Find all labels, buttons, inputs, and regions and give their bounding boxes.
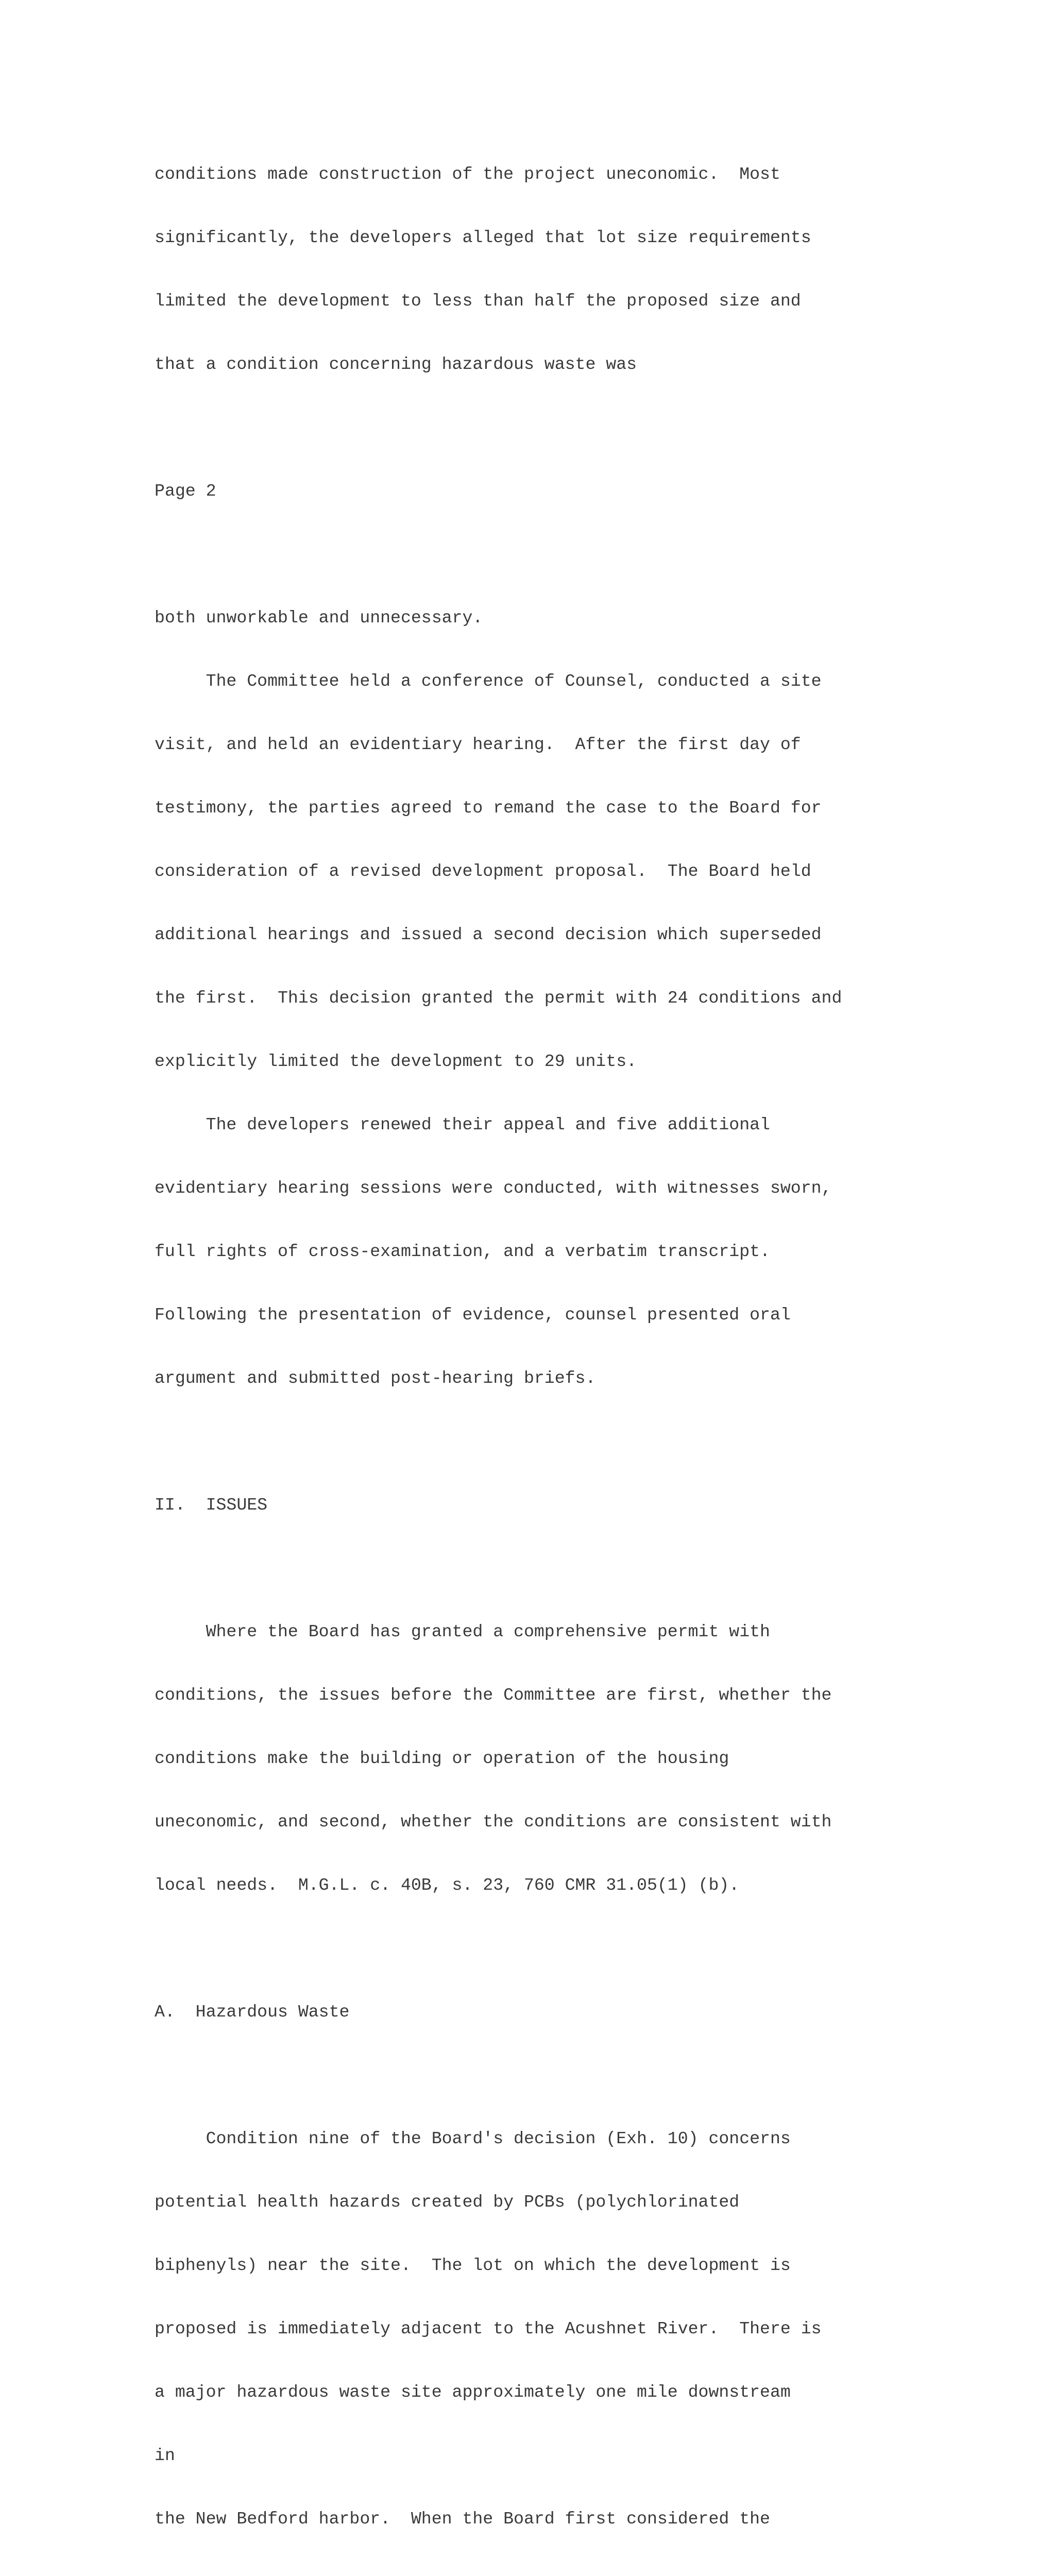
text-line: the New Bedford harbor. When the Board first considered the [155, 2509, 770, 2529]
blank-line [155, 2065, 1030, 2086]
blank-line [155, 1558, 1030, 1579]
text-line: both unworkable and unnecessary. [155, 608, 483, 628]
text-line: conditions made construction of the project uneconomic. Most [155, 164, 780, 184]
text-line: conditions, the issues before the Committee are first, whether the [155, 1685, 832, 1705]
text-line: local needs. M.G.L. c. 40B, s. 23, 760 CMR 31.05(1) (b). [155, 1875, 740, 1895]
subsection-heading: A. Hazardous Waste [155, 2002, 350, 2022]
blank-line [155, 1938, 1030, 1959]
blank-line [155, 2572, 1030, 2576]
text-line: Condition nine of the Board's decision (Exh. 10) concerns [155, 2129, 791, 2148]
text-line: uneconomic, and second, whether the conditions are consistent with [155, 1812, 832, 1832]
text-line: consideration of a revised development proposal. The Board held [155, 861, 811, 881]
text-line: The developers renewed their appeal and five additional [155, 1115, 770, 1134]
text-line: evidentiary hearing sessions were conducted, with witnesses sworn, [155, 1178, 832, 1198]
text-line: a major hazardous waste site approximately one mile downstream [155, 2382, 791, 2402]
page-marker: Page 2 [155, 481, 216, 501]
text-line: conditions make the building or operation of the housing [155, 1749, 729, 1768]
section-heading: II. ISSUES [155, 1495, 268, 1515]
text-line: potential health hazards created by PCBs (polychlorinated [155, 2192, 740, 2212]
text-line: additional hearings and issued a second decision which superseded [155, 925, 822, 944]
text-line: The Committee held a conference of Counsel, conducted a site [155, 671, 822, 691]
text-line: visit, and held an evidentiary hearing. After the first day of [155, 735, 801, 754]
blank-line [155, 1431, 1030, 1452]
text-line: the first. This decision granted the permit with 24 conditions and [155, 988, 842, 1008]
text-line: explicitly limited the development to 29 units. [155, 1052, 637, 1071]
document-body [155, 122, 1030, 2576]
blank-line [155, 544, 1030, 565]
text-line: proposed is immediately adjacent to the Acushnet River. There is [155, 2319, 822, 2338]
text-line: in [155, 2446, 175, 2465]
text-line: biphenyls) near the site. The lot on which the development is [155, 2256, 791, 2275]
blank-line [155, 417, 1030, 438]
text-line: limited the development to less than half the proposed size and [155, 291, 801, 311]
text-line: Where the Board has granted a comprehensive permit with [155, 1622, 770, 1641]
text-line: argument and submitted post-hearing briefs. [155, 1368, 596, 1388]
text-line: that a condition concerning hazardous waste was [155, 354, 637, 374]
text-line: testimony, the parties agreed to remand the case to the Board for [155, 798, 822, 818]
text-line: significantly, the developers alleged that lot size requirements [155, 228, 811, 247]
text-line: Following the presentation of evidence, counsel presented oral [155, 1305, 791, 1325]
text-line: full rights of cross-examination, and a verbatim transcript. [155, 1242, 770, 1261]
